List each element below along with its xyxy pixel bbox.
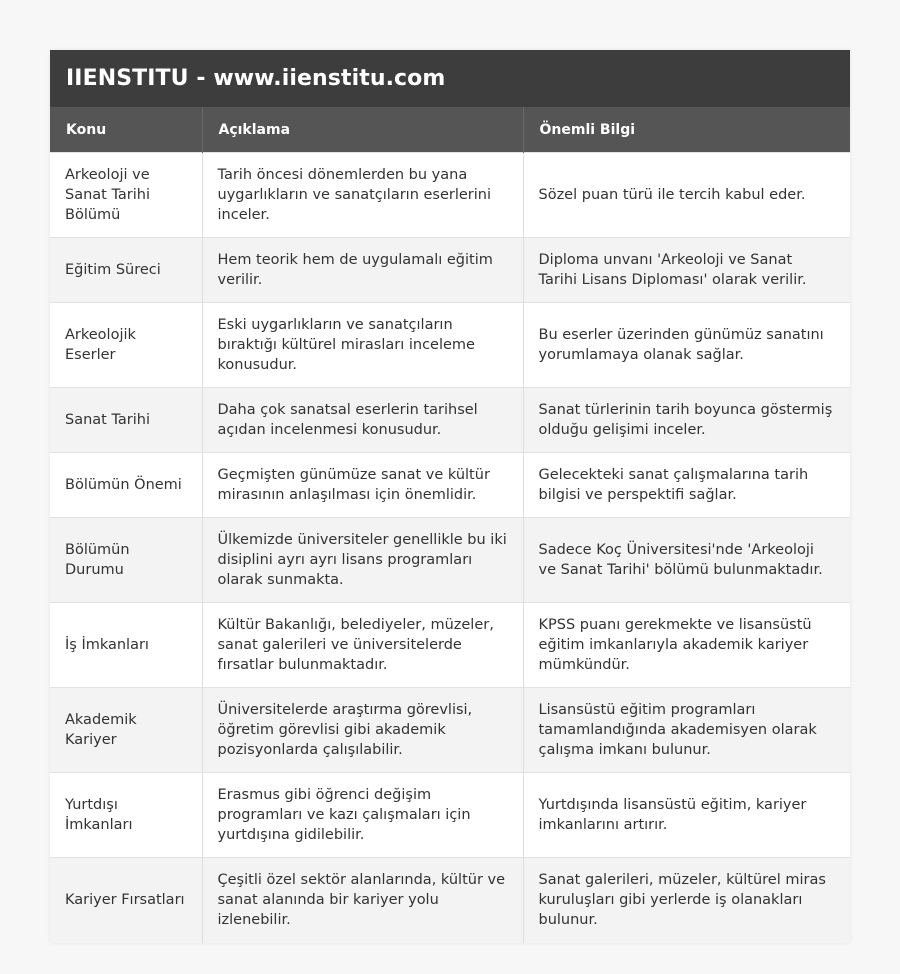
cell-aciklama: Eski uygarlıkların ve sanatçıların bıraktığı kültürel mirasları inceleme konusudur. [202,303,523,388]
cell-aciklama: Kültür Bakanlığı, belediyeler, müzeler, sanat galerileri ve üniversitelerde fırsatlar bulunmaktadır. [202,603,523,688]
table-row [50,388,850,453]
cell-konu: İş İmkanları [50,603,202,688]
cell-onemli-bilgi: Gelecekteki sanat çalışmalarına tarih bilgisi ve perspektifi sağlar. [523,453,850,518]
cell-onemli-bilgi: Sanat türlerinin tarih boyunca göstermiş olduğu gelişimi inceler. [523,388,850,453]
info-table [50,107,850,943]
cell-aciklama: Hem teorik hem de uygulamalı eğitim verilir. [202,238,523,303]
cell-onemli-bilgi: Sözel puan türü ile tercih kabul eder. [523,153,850,238]
table-row [50,153,850,238]
cell-konu: Bölümün Durumu [50,518,202,603]
cell-konu: Akademik Kariyer [50,688,202,773]
table-row [50,238,850,303]
table-row [50,858,850,943]
header-aciklama: Açıklama [202,107,523,153]
table-row [50,688,850,773]
table-row [50,603,850,688]
cell-aciklama: Üniversitelerde araştırma görevlisi, öğretim görevlisi gibi akademik pozisyonlarda çalışılabilir. [202,688,523,773]
cell-konu: Kariyer Fırsatları [50,858,202,943]
cell-onemli-bilgi: Sanat galerileri, müzeler, kültürel miras kuruluşları gibi yerlerde iş olanakları bulunur. [523,858,850,943]
cell-onemli-bilgi: Lisansüstü eğitim programları tamamlandığında akademisyen olarak çalışma imkanı bulunur. [523,688,850,773]
cell-konu: Bölümün Önemi [50,453,202,518]
table-row [50,773,850,858]
cell-aciklama: Erasmus gibi öğrenci değişim programları ve kazı çalışmaları için yurtdışına gidilebilir. [202,773,523,858]
table-row [50,453,850,518]
cell-konu: Yurtdışı İmkanları [50,773,202,858]
table-title: IIENSTITU - www.iienstitu.com [50,50,850,107]
cell-onemli-bilgi: Sadece Koç Üniversitesi'nde 'Arkeoloji ve Sanat Tarihi' bölümü bulunmaktadır. [523,518,850,603]
table-row [50,518,850,603]
info-table-card [50,50,850,943]
cell-konu: Arkeoloji ve Sanat Tarihi Bölümü [50,153,202,238]
cell-aciklama: Tarih öncesi dönemlerden bu yana uygarlıkların ve sanatçıların eserlerini inceler. [202,153,523,238]
table-row [50,303,850,388]
cell-aciklama: Ülkemizde üniversiteler genellikle bu iki disiplini ayrı ayrı lisans programları olarak sunmakta. [202,518,523,603]
cell-konu: Sanat Tarihi [50,388,202,453]
cell-konu: Eğitim Süreci [50,238,202,303]
header-onemli-bilgi: Önemli Bilgi [523,107,850,153]
cell-aciklama: Daha çok sanatsal eserlerin tarihsel açıdan incelenmesi konusudur. [202,388,523,453]
header-konu: Konu [50,107,202,153]
cell-onemli-bilgi: Bu eserler üzerinden günümüz sanatını yorumlamaya olanak sağlar. [523,303,850,388]
cell-aciklama: Geçmişten günümüze sanat ve kültür mirasının anlaşılması için önemlidir. [202,453,523,518]
cell-onemli-bilgi: Diploma unvanı 'Arkeoloji ve Sanat Tarihi Lisans Diploması' olarak verilir. [523,238,850,303]
cell-onemli-bilgi: KPSS puanı gerekmekte ve lisansüstü eğitim imkanlarıyla akademik kariyer mümkündür. [523,603,850,688]
cell-aciklama: Çeşitli özel sektör alanlarında, kültür ve sanat alanında bir kariyer yolu izlenebilir. [202,858,523,943]
cell-onemli-bilgi: Yurtdışında lisansüstü eğitim, kariyer imkanlarını artırır. [523,773,850,858]
header-row [50,107,850,153]
cell-konu: Arkeolojik Eserler [50,303,202,388]
